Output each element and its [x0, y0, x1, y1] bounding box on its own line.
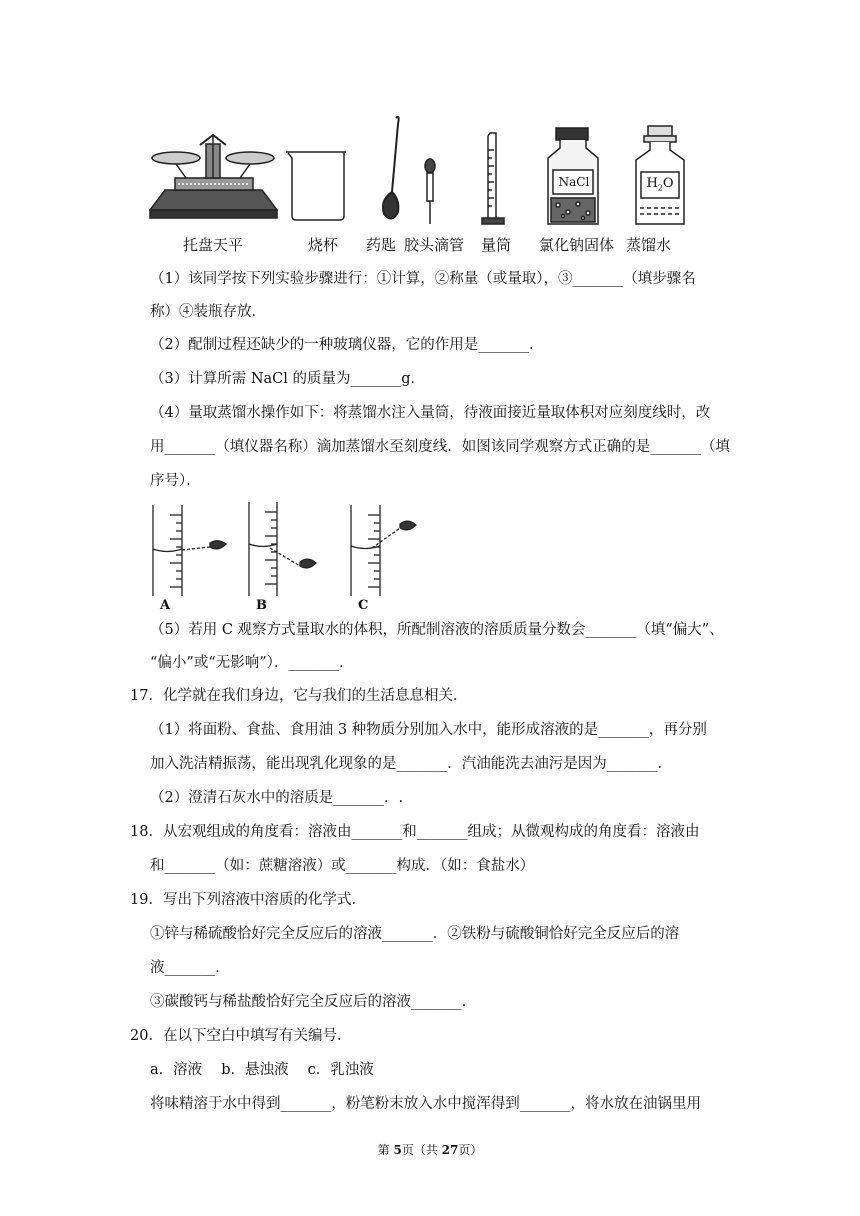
apparatus-illustration: [0, 0, 860, 260]
cylinder-label-b: B: [256, 598, 267, 613]
q16-p2: （2）配制过程还缺少的一种玻璃仪器，它的作用是_______．: [150, 337, 544, 353]
q17-stem: 17．化学就在我们身边，它与我们的生活息息相关．: [130, 688, 468, 704]
q19-line1: ①锌与稀硫酸恰好完全反应后的溶液_______．②铁粉与硫酸铜恰好完全反应后的溶: [150, 926, 680, 942]
cylinder-a-drawing: [153, 505, 226, 596]
q16-p3: （3）计算所需 NaCl 的质量为_______g．: [150, 371, 426, 387]
water-bottle-drawing: [636, 126, 684, 224]
cylinder-b-drawing: [249, 502, 316, 596]
q16-p4-line3: 序号）．: [150, 473, 201, 489]
label-balance: 托盘天平: [183, 236, 244, 254]
q16-p1-line2: 称）④装瓶存放．: [150, 304, 266, 320]
dropper-drawing: [425, 159, 435, 224]
footer-total-pages: 27: [441, 1143, 459, 1157]
cylinder-c-drawing: [351, 505, 416, 596]
graduated-cylinder-drawing: [482, 133, 504, 224]
q17-p1-line1: （1）将面粉、食盐、食用油 3 种物质分别加入水中，能形成溶液的是_______，再分别: [150, 722, 707, 738]
q19-line2: 液_______．: [150, 960, 230, 976]
q20-stem: 20．在以下空白中填写有关编号．: [130, 1028, 352, 1044]
q20-line1: 将味精溶于水中得到_______，粉笔粉末放入水中搅浑得到_______，将水放在油锅里用: [150, 1096, 701, 1112]
q19-stem: 19．写出下列溶液中溶质的化学式．: [130, 892, 366, 908]
label-distilled-water: 蒸馏水: [626, 236, 672, 254]
footer-pre: 第: [377, 1143, 394, 1157]
footer-page-number: 5: [393, 1143, 402, 1157]
nacl-bottle-label: NaCl: [558, 175, 590, 189]
q20-options: a．溶液 b．悬浊液 c．乳浊液: [150, 1062, 374, 1078]
h2o-o: O: [662, 176, 674, 191]
footer-post: 页）: [458, 1143, 483, 1157]
beaker-drawing: [286, 152, 346, 220]
cylinder-label-a: A: [160, 598, 171, 613]
water-bottle-label: [641, 176, 679, 193]
label-beaker: 烧杯: [308, 236, 339, 254]
q18-line2: 和_______（如：蔗糖溶液）或_______构成．（如：食盐水）: [150, 858, 535, 874]
q16-p1-line1: （1）该同学按下列实验步骤进行：①计算，②称量（或量取），③_______（填步骤名: [150, 271, 696, 287]
q17-p2: （2）澄清石灰水中的溶质是_______．.: [150, 790, 404, 806]
cylinder-label-c: C: [358, 598, 369, 613]
spatula-drawing: [383, 117, 399, 219]
q19-line3: ③碳酸钙与稀盐酸恰好完全反应后的溶液_______．: [150, 994, 477, 1010]
q16-p5-line1: （5）若用 C 观察方式量取水的体积，所配制溶液的溶质质量分数会_______（填“偏大”、: [150, 622, 724, 638]
footer-mid: 页（共: [401, 1143, 442, 1157]
page-footer: [0, 1141, 860, 1158]
label-cylinder: 量筒: [481, 236, 512, 254]
h2o-subscript: 2: [657, 183, 663, 193]
q16-p4-line2: 用_______（填仪器名称）滴加蒸馏水至刻度线．如图该同学观察方式正确的是_______（填: [150, 439, 730, 455]
label-spatula: 药匙: [366, 236, 397, 254]
q17-p1-line2: 加入洗洁精振荡，能出现乳化现象的是_______．汽油能洗去油污是因为_______．: [150, 756, 672, 772]
balance-drawing: [150, 135, 277, 218]
q18-line1: 18．从宏观组成的角度看：溶液由_______和_______组成；从微观构成的角度看：溶液由: [130, 824, 700, 840]
label-dropper: 胶头滴管: [404, 236, 465, 254]
q16-p4-line1: （4）量取蒸馏水操作如下：将蒸馏水注入量筒，待液面接近量取体积对应刻度线时，改: [150, 405, 711, 421]
q16-p5-line2: “偏小”或“无影响”）．_______．: [150, 655, 354, 671]
h2o-h: H: [646, 176, 658, 191]
label-nacl-solid: 氯化钠固体: [539, 236, 615, 254]
